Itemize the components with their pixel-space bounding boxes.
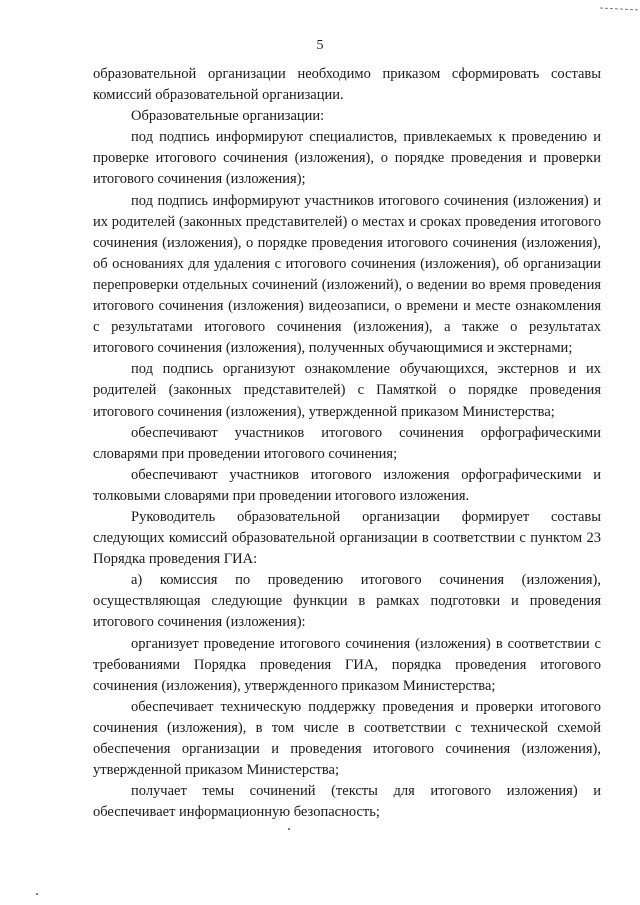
paragraph: Образовательные организации: xyxy=(131,108,325,125)
scan-speck xyxy=(288,828,290,830)
paragraph: под подпись информируют специалистов, привлекаемых к проведению и проверке итогового сочинения (изложения), о порядке проведения и проверки итогового сочинения (изложения); xyxy=(93,129,601,188)
paragraph: организует проведение итогового сочинения (изложения) в соответствии с требованиями Порядка проведения ГИА, порядка проведения итогового сочинения (изложения), утвержденного приказом Министерства; xyxy=(93,635,601,694)
document-body xyxy=(93,64,601,823)
paragraph: под подпись информируют участников итогового сочинения (изложения) и их родителей (законных представителей) о местах и сроках проведения итогового сочинения (изложения), о порядке проведения итогового сочинения (изложения), об основаниях для удаления с итогового сочинения (изложения), об организации перепроверки отдельных сочинений (изложений), о ведении во время проведения итогового сочинения (изложения) видеозаписи, о времени и месте ознакомления с результатами итогового сочинения (изложения), а также о результатах итогового сочинения (изложения), полученных обучающимися и экстернами; xyxy=(93,192,601,357)
paragraph: Руководитель образовательной организации формирует составы следующих комиссий образовательной организации в соответствии с пунктом 23 Порядка проведения ГИА: xyxy=(93,508,601,568)
paragraph: образовательной организации необходимо приказом сформировать составы комиссий образовательной организации. xyxy=(93,66,601,104)
paragraph: обеспечивает техническую поддержку проведения и проверки итогового сочинения (изложения), в том числе в соответствии с технической схемой обеспечения организации и проведения итогового сочинения (изложения), утвержденной приказом Министерства; xyxy=(93,698,601,779)
scan-edge-mark xyxy=(600,0,640,6)
paragraph: под подпись организуют ознакомление обучающихся, экстернов и их родителей (законных представителей) с Памяткой о порядке проведения итогового сочинения (изложения), утвержденной приказом Министерства; xyxy=(93,361,601,420)
paragraph: получает темы сочинений (тексты для итогового изложения) и обеспечивает информационную безопасность; xyxy=(93,783,601,821)
paragraph: а) комиссия по проведению итогового сочинения (изложения), осуществляющая следующие функции в рамках подготовки и проведения итогового сочинения (изложения): xyxy=(93,572,601,631)
scan-speck xyxy=(36,893,38,895)
paragraph: обеспечивают участников итогового сочинения орфографическими словарями при проведении итогового сочинения; xyxy=(93,424,601,462)
paragraph: обеспечивают участников итогового изложения орфографическими и толковыми словарями при проведении итогового изложения. xyxy=(93,466,601,504)
page-number: 5 xyxy=(316,38,324,53)
